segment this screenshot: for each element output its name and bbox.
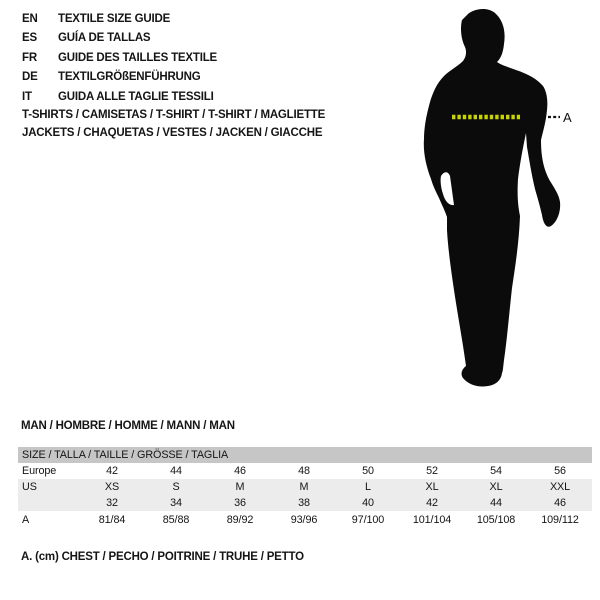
table-row-chest-a bbox=[18, 511, 592, 529]
language-row-en bbox=[22, 10, 217, 29]
measurement-footnote: A. (cm) CHEST / PECHO / POITRINE / TRUHE / PETTO bbox=[21, 551, 304, 563]
size-cell: 34 bbox=[170, 497, 182, 509]
size-cell: 38 bbox=[298, 497, 310, 509]
row-label: US bbox=[22, 481, 37, 493]
size-cell: 50 bbox=[362, 465, 374, 477]
language-row-it bbox=[22, 88, 217, 107]
row-label: A bbox=[22, 514, 30, 526]
size-cell: 48 bbox=[298, 465, 310, 477]
size-cell: L bbox=[365, 481, 371, 493]
table-row-europe bbox=[18, 463, 592, 479]
size-cell: XS bbox=[104, 481, 120, 493]
size-cell: S bbox=[172, 481, 180, 493]
row-label bbox=[18, 495, 80, 511]
language-label: GUIDA ALLE TAGLIE TESSILI bbox=[58, 90, 214, 103]
size-cell: 44 bbox=[170, 465, 182, 477]
language-code: ES bbox=[22, 32, 37, 45]
language-code: EN bbox=[22, 13, 38, 25]
size-cell: 46 bbox=[234, 465, 246, 477]
size-cell: XXL bbox=[549, 481, 571, 493]
size-cell: 56 bbox=[554, 465, 566, 477]
table-row-us bbox=[18, 479, 592, 495]
man-silhouette-figure bbox=[398, 0, 600, 420]
size-cell: 105/108 bbox=[476, 514, 516, 526]
size-cell: 52 bbox=[426, 465, 438, 477]
table-row-numeric bbox=[18, 495, 592, 511]
size-cell: 97/100 bbox=[351, 514, 385, 526]
language-label: GUIDE DES TAILLES TEXTILE bbox=[58, 51, 217, 64]
language-label: TEXTILGRÖßENFÜHRUNG bbox=[58, 71, 201, 84]
language-code: IT bbox=[22, 90, 32, 103]
silhouette-body bbox=[424, 9, 560, 387]
language-row-es bbox=[22, 29, 217, 48]
size-cell: M bbox=[235, 481, 245, 493]
row-label: Europe bbox=[22, 465, 57, 477]
garment-categories bbox=[22, 107, 325, 142]
size-cell: 54 bbox=[490, 465, 502, 477]
size-cell: M bbox=[299, 481, 309, 493]
size-cell: XL bbox=[489, 481, 503, 493]
size-cell: 85/88 bbox=[162, 514, 190, 526]
category-line-tshirts: T-SHIRTS / CAMISETAS / T-SHIRT / T-SHIRT / MAGLIETTE bbox=[22, 109, 326, 121]
size-cell: 93/96 bbox=[290, 514, 318, 526]
language-code: DE bbox=[22, 71, 38, 84]
size-cell: 36 bbox=[234, 497, 246, 509]
size-cell: XL bbox=[425, 481, 439, 493]
language-row-fr bbox=[22, 49, 217, 68]
language-label: GUÍA DE TALLAS bbox=[58, 32, 151, 45]
size-cell: 42 bbox=[426, 497, 438, 509]
size-cell: 44 bbox=[490, 497, 502, 509]
size-table bbox=[18, 447, 592, 529]
size-cell: 42 bbox=[106, 465, 118, 477]
size-cell: 89/92 bbox=[226, 514, 254, 526]
language-label: TEXTILE SIZE GUIDE bbox=[58, 13, 171, 25]
measurement-label-a: A bbox=[563, 110, 572, 125]
language-row-de bbox=[22, 68, 217, 87]
category-line-jackets: JACKETS / CHAQUETAS / VESTES / JACKEN / GIACCHE bbox=[22, 126, 323, 139]
size-cell: 32 bbox=[106, 497, 118, 509]
size-cell: 46 bbox=[554, 497, 566, 509]
section-title-man: MAN / HOMBRE / HOMME / MANN / MAN bbox=[21, 420, 235, 432]
size-cell: 40 bbox=[362, 497, 374, 509]
language-list bbox=[22, 10, 217, 107]
size-cell: 109/112 bbox=[541, 514, 579, 526]
man-silhouette-icon bbox=[398, 0, 600, 420]
language-code: FR bbox=[22, 51, 37, 64]
size-cell: 101/104 bbox=[412, 514, 452, 526]
size-table-header: SIZE / TALLA / TAILLE / GRÖSSE / TAGLIA bbox=[18, 447, 592, 463]
size-cell: 81/84 bbox=[98, 514, 126, 526]
